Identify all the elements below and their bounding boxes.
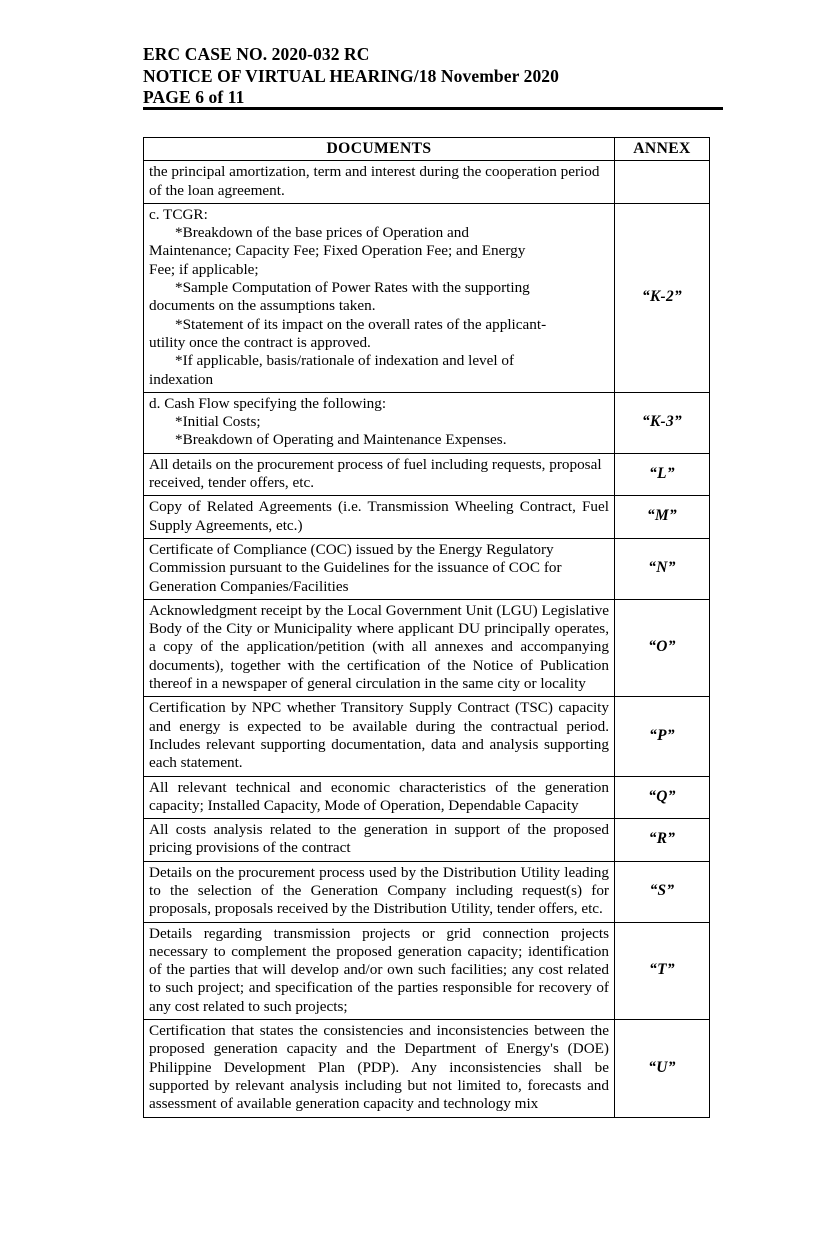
table-row [144, 496, 710, 539]
table-row [144, 453, 710, 496]
cell-documents-line: indexation [149, 370, 214, 388]
cell-annex: “K-2” [615, 203, 710, 392]
cell-documents-line: *Initial Costs; [175, 413, 261, 431]
cell-documents-line: *Statement of its impact on the overall rates of the applicant- [175, 315, 547, 333]
table-row [144, 819, 710, 862]
cell-documents [144, 819, 615, 862]
table-row [144, 1020, 710, 1117]
cell-documents-text: Details on the procurement process used by the Distribution Utility leading to the selection of the Generation Company including request(s) for proposals, proposals received by the Distribution Utility, tender offers, etc. [149, 863, 609, 918]
cell-documents-line: *Breakdown of the base prices of Operation and [175, 224, 469, 242]
cell-documents-text: All costs analysis related to the generation in support of the proposed pricing provisions of the contract [149, 821, 609, 857]
document-header [143, 44, 723, 109]
cell-documents [144, 161, 615, 204]
cell-annex: “R” [615, 819, 710, 862]
table-row [144, 776, 710, 819]
cell-documents-line: Fee; if applicable; [149, 260, 259, 278]
cell-documents [144, 922, 615, 1019]
cell-annex: “S” [615, 861, 710, 922]
cell-annex: “M” [615, 496, 710, 539]
table-row [144, 538, 710, 599]
cell-documents-line: c. TCGR: [149, 205, 208, 223]
cell-annex: “Q” [615, 776, 710, 819]
cell-documents-text: Acknowledgment receipt by the Local Government Unit (LGU) Legislative Body of the City or Municipality where applicant DU principally operates, a copy of the application/petition (with all annexes and accompanying documents), together with the certification of the Notice of Publication thereof in a newspaper of general circulation in the same city or locality [149, 601, 609, 693]
cell-annex [615, 161, 710, 204]
cell-documents-text: Certificate of Compliance (COC) issued by the Energy Regulatory Commission pursuant to the Guidelines for the issuance of COC for Generation Companies/Facilities [149, 540, 562, 595]
header-divider-rule [143, 107, 723, 110]
cell-documents-line: utility once the contract is approved. [149, 333, 371, 351]
cell-documents-text: Copy of Related Agreements (i.e. Transmission Wheeling Contract, Fuel Supply Agreements, etc.) [149, 498, 609, 534]
table-row [144, 599, 710, 696]
cell-annex: “K-3” [615, 392, 710, 453]
cell-documents-text: All details on the procurement process of fuel including requests, proposal received, tender offers, etc. [149, 455, 602, 492]
header-page-number: PAGE 6 of 11 [143, 87, 245, 107]
cell-documents-text: Details regarding transmission projects or grid connection projects necessary to complement the proposed generation capacity; identification of the parties that will develop and/or own such facilities; any cost related to such project; and specification of the parties responsible for recovery of any cost related to such projects; [149, 924, 609, 1015]
cell-documents-line: *Sample Computation of Power Rates with the supporting [175, 279, 530, 297]
cell-documents-line: d. Cash Flow specifying the following: [149, 394, 387, 412]
cell-annex: “L” [615, 453, 710, 496]
cell-documents [144, 203, 615, 392]
cell-documents-line: *If applicable, basis/rationale of indexation and level of [175, 352, 515, 370]
cell-documents-text: Certification by NPC whether Transitory Supply Contract (TSC) capacity and energy is expected to be available during the contractual period. Includes relevant supporting documentation, data and analysis supporting each statement. [149, 699, 609, 772]
cell-documents [144, 453, 615, 496]
table-row [144, 861, 710, 922]
column-header-documents: DOCUMENTS [144, 138, 615, 161]
cell-documents [144, 538, 615, 599]
cell-documents [144, 697, 615, 776]
cell-documents [144, 776, 615, 819]
header-case-number: ERC CASE NO. 2020-032 RC [143, 44, 370, 64]
header-notice-title: NOTICE OF VIRTUAL HEARING/18 November 2020 [143, 65, 559, 86]
table-header-row [144, 138, 710, 161]
table-row [144, 161, 710, 204]
cell-annex: “P” [615, 697, 710, 776]
cell-documents-line: documents on the assumptions taken. [149, 297, 376, 315]
cell-annex: “O” [615, 599, 710, 696]
cell-annex: “T” [615, 922, 710, 1019]
column-header-annex: ANNEX [615, 138, 710, 161]
cell-documents [144, 1020, 615, 1117]
table-row [144, 922, 710, 1019]
documents-annex-table [143, 137, 710, 1118]
cell-annex: “U” [615, 1020, 710, 1117]
cell-documents [144, 392, 615, 453]
cell-documents [144, 861, 615, 922]
table-row [144, 203, 710, 392]
table-row [144, 392, 710, 453]
table-row [144, 697, 710, 776]
cell-documents-text: Certification that states the consistencies and inconsistencies between the proposed generation capacity and the Department of Energy's (DOE) Philippine Development Plan (PDP). Any inconsistencies shall be supported by relevant analysis including but not limited to, forecasts and assessment of available generation capacity and technology mix [149, 1022, 609, 1113]
cell-documents-line: Maintenance; Capacity Fee; Fixed Operation Fee; and Energy [149, 242, 526, 260]
cell-documents [144, 599, 615, 696]
cell-documents-line: *Breakdown of Operating and Maintenance Expenses. [175, 431, 507, 449]
cell-documents [144, 496, 615, 539]
cell-annex: “N” [615, 538, 710, 599]
cell-documents-text: All relevant technical and economic characteristics of the generation capacity; Installed Capacity, Mode of Operation, Dependable Capacity [149, 778, 609, 814]
cell-documents-text: the principal amortization, term and interest during the cooperation period of the loan agreement. [149, 163, 600, 199]
